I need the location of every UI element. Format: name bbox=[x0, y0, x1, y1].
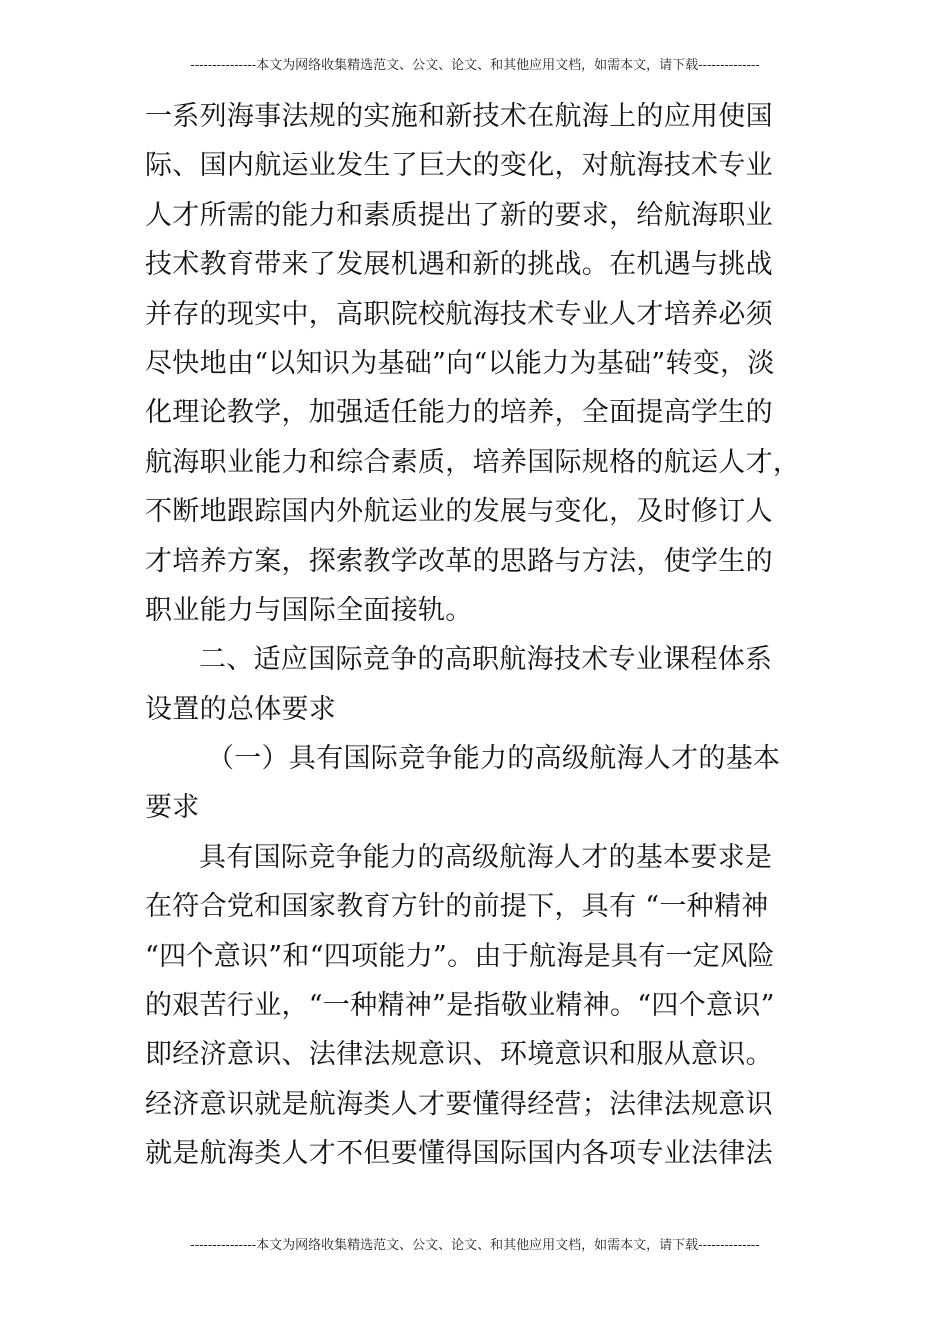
text-line: 化理论教学，加强适任能力的培养，全面提高学生的 bbox=[145, 397, 773, 429]
text-line: 一系列海事法规的实施和新技术在航海上的应用使国 bbox=[145, 101, 773, 132]
document-body bbox=[145, 92, 809, 1179]
subsection-heading-cont: 要求 bbox=[145, 792, 200, 824]
text-line: 职业能力与国际全面接轨。 bbox=[145, 594, 473, 626]
text-line: 经济意识就是航海类人才要懂得经营；法律法规意识 bbox=[145, 1088, 773, 1120]
text-line: 具有国际竞争能力的高级航海人才的基本要求是 bbox=[199, 841, 773, 873]
text-line: 人才所需的能力和素质提出了新的要求，给航海职业 bbox=[145, 199, 773, 231]
text-line: 就是航海类人才不但要懂得国际国内各项专业法律法 bbox=[145, 1138, 773, 1170]
text-line: 在符合党和国家教育方针的前提下，具有 “一种精神 bbox=[145, 891, 769, 923]
text-line: 尽快地由“以知识为基础”向“以能力为基础”转变，淡 bbox=[145, 347, 775, 379]
text-line: “四个意识”和“四项能力”。由于航海是具有一定风险 bbox=[145, 940, 775, 972]
page-header: ---------------本文为网络收集精选范文、公文、论文、和其他应用文档，如需本文，请下载-------------- bbox=[190, 58, 760, 73]
text-line: 航海职业能力和综合素质，培养国际规格的航运人才， bbox=[145, 446, 801, 478]
text-line: 即经济意识、法律法规意识、环境意识和服从意识。 bbox=[145, 1039, 773, 1071]
text-line: 的艰苦行业，“一种精神”是指敬业精神。“四个意识” bbox=[145, 990, 775, 1022]
text-line: 际、国内航运业发生了巨大的变化，对航海技术专业 bbox=[145, 150, 773, 182]
section-heading: 二、适应国际竞争的高职航海技术专业课程体系 bbox=[199, 644, 773, 676]
text-line: 才培养方案，探索教学改革的思路与方法，使学生的 bbox=[145, 545, 773, 577]
subsection-heading: （一）具有国际竞争能力的高级航海人才的基本 bbox=[207, 743, 781, 775]
text-line: 并存的现实中，高职院校航海技术专业人才培养必须 bbox=[145, 298, 773, 330]
text-line: 不断地跟踪国内外航运业的发展与变化，及时修订人 bbox=[145, 496, 773, 528]
section-heading-cont: 设置的总体要求 bbox=[145, 693, 337, 725]
text-line: 技术教育带来了发展机遇和新的挑战。在机遇与挑战 bbox=[145, 249, 773, 281]
page-footer: ---------------本文为网络收集精选范文、公文、论文、和其他应用文档，如需本文，请下载-------------- bbox=[190, 1238, 760, 1253]
